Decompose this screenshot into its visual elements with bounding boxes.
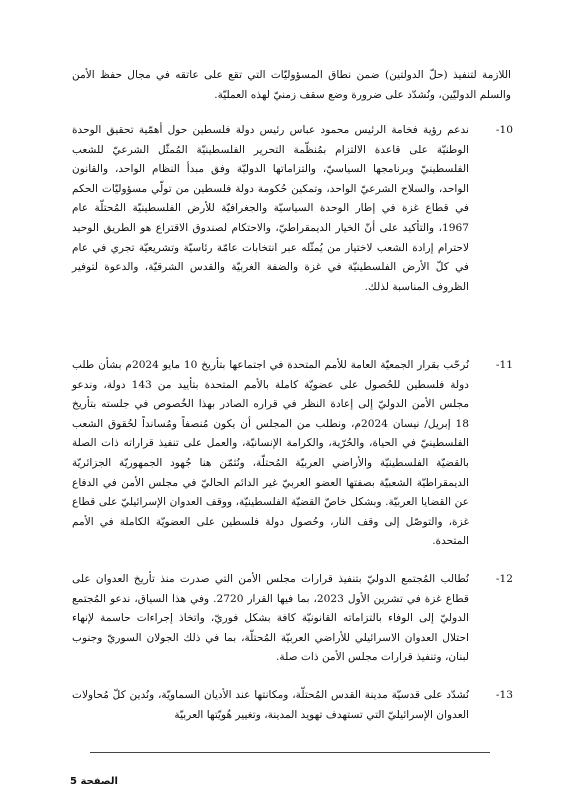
item-text: نُشدّد على قدسيّة مدينة القدس المُحتلّة، ومكانتها عند الأديان السماويّة، ونُدين كلّ مُحاولات العدوان الإسرائيليّ التي تستهدف تهويد المدينة، وتغيير هُويّتها العربيّة: [72, 689, 469, 721]
item-number: 11-: [495, 359, 513, 371]
intro-paragraph: اللازمة لتنفيذ (حلّ الدولتين) ضمن نطاق المسؤوليّات التي تقع على عاتقه في مجال حفظ الأمن والسلم الدوليّين، ونُشدّد على ضرورة وضع سقف زمنيّ لهذه العمليّة.: [72, 69, 511, 101]
item-text: نُطالب المُجتمع الدوليّ بتنفيذ قرارات مجلس الأمن التي صدرت منذ تأريخ العدوان على قطاع غزة في تشرين الأول 2023، بما فيها القرار 2720. وفي هذا السياق، ندعو المُجتمع الدوليّ إلى الوفاء بالتزاماته القانونيّة كافة بشكل فوريّ، واتخاذ إجراءات حاسمة لإنهاء احتلال العدوان الاسرائيلي للأراضي العربيّة المُحتلّة، بما في ذلك الجولان السوريّ وجنوب لبنان، وتنفيذ قرارات مجلس الأمن ذات صلة.: [72, 573, 470, 664]
item-number: 13-: [495, 689, 513, 701]
footer-divider: [90, 752, 490, 753]
item-number: 12-: [495, 573, 513, 585]
list-item-13: [72, 686, 511, 725]
item-text: نُرحّب بقرار الجمعيّة العامة للأمم المتحدة في اجتماعها بتأريخ 10 مايو 2024م بشأن طلب دولة فلسطين للحُصول على عضويّة كاملة بالأمم المتحدة بتأييد من 143 دولة، وندعو مجلس الأمن الدوليّ إلى إعادة النظر في قراره الصادر بهذا الخُصوص في جلسته بتأريخ 18 إبريل/ نيسان 2024م، ونطلب من المجلس أن يكون مُنصفاً ومُسانداً لحُقوق الشعب الفلسطينيّ في الحياة، والحُرّية، والكرامة الإنسانيّة، والعمل على تنفيذ قراراته ذات الصلة بالقضيّة الفلسطينيّة والأراضي العربيّة المُحتلّة، ونُثمّن هنا جُهود الجمهوريّة الجزائريّة الديمقراطيّة الشعبيّة بصفتها العضو العربيّ غير الدائم الحاليّ في مجلس الأمن في الدفاع عن القضايا العربيّة. وبشكل خاصّ القضيّة الفلسطينيّة، ووقف العدوان الإسرائيليّ على قطاع غزة، والتوصّل إلى وقف النار، وحُصول دولة فلسطين على العضويّة الكاملة في الأمم المتحدة.: [72, 359, 470, 548]
item-number: 10-: [495, 124, 513, 136]
list-item-10: [72, 121, 511, 297]
item-text: ندعم رؤية فخامة الرئيس محمود عباس رئيس دولة فلسطين حول أهمّية تحقيق الوحدة الوطنيّة على قاعدة الالتزام بمُنظّمة التحرير الفلسطينيّة المُمثّل الشرعيّ للشعب الفلسطينيّ وبرنامجها السياسيّ، والتزاماتها الدوليّة وفق مبدأ النظام الواحد، والقانون الواحد، والسلاح الشرعيّ الواحد، وتمكين حُكومة دولة فلسطين من تولّي مسؤوليّات الحكم في قطاع غزة في إطار الوحدة السياسيّة والجغرافيّة للأرض الفلسطينيّة المُحتلّة عام 1967، والتأكيد على أنّ الخيار الديمقراطيّ، والاحتكام لصندوق الاقتراع هو الطريق الوحيد لاحترام إرادة الشعب لاختيار من يُمثّله عبر انتخابات عامّة رئاسيّة وتشريعيّة تجري في عام في كلّ الأرض الفلسطينيّة في غزة والضفة الغربيّة والقدس الشرقيّة، والدعوة لتوفير الظروف المناسبة لذلك.: [72, 124, 469, 293]
list-item-11: [72, 356, 511, 552]
page-number: الصفحة 5: [70, 776, 118, 787]
list-item-12: [72, 570, 511, 668]
